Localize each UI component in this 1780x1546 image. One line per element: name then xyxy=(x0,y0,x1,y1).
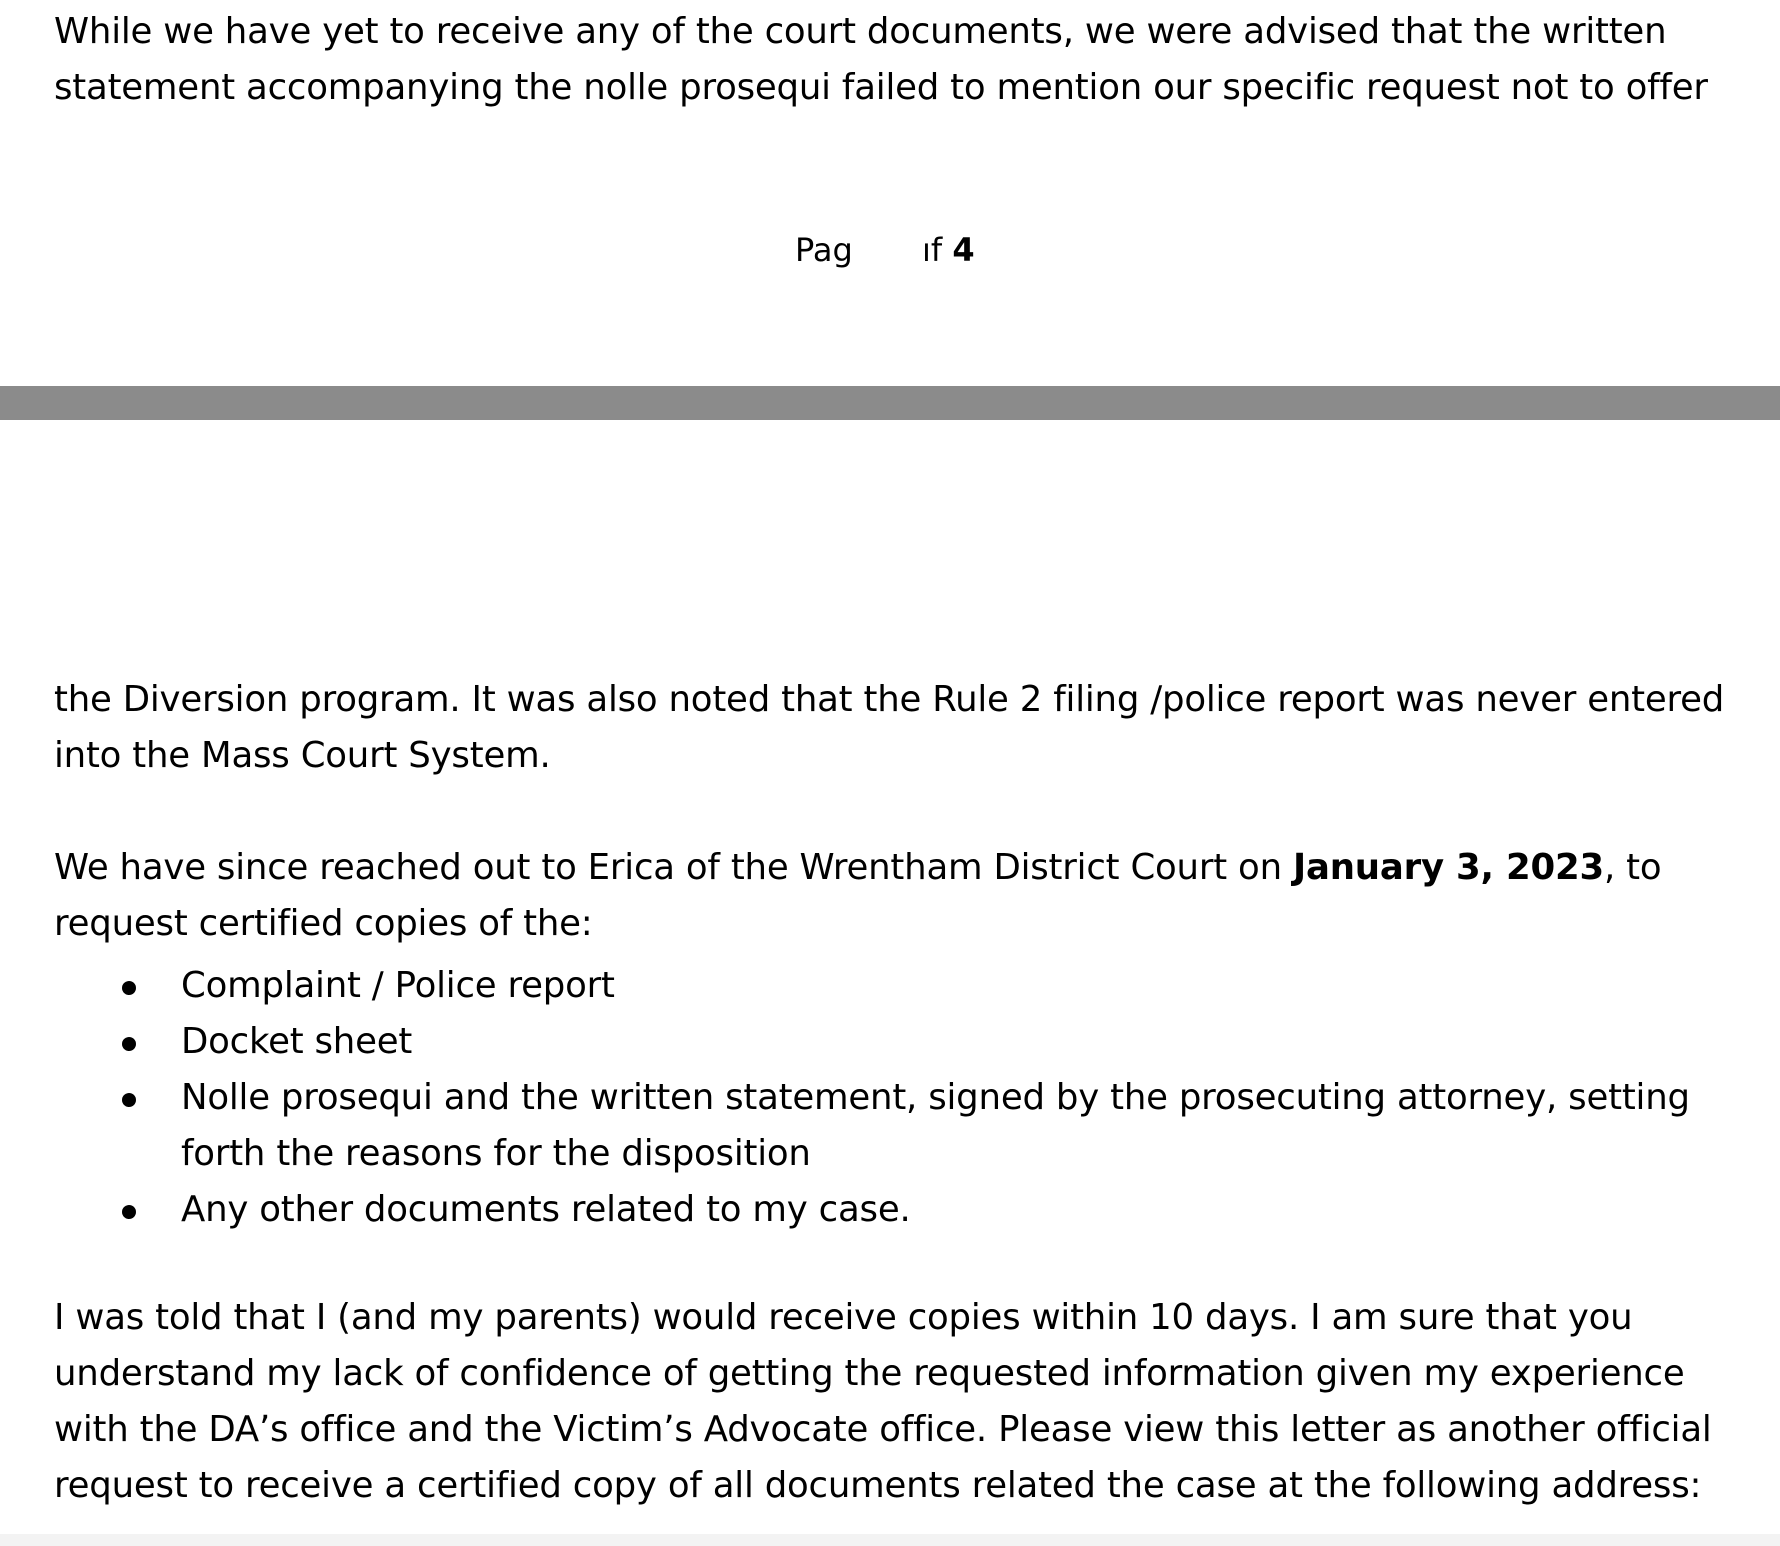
list-item-text-continued: forth the reasons for the disposition xyxy=(181,1133,811,1174)
requested-documents-list xyxy=(0,958,1780,1238)
text-run: We have since reached out to Erica of the Wrentham District Court on xyxy=(54,847,1293,888)
body-text-line: into the Mass Court System. xyxy=(54,735,551,776)
list-item-text: Complaint / Police report xyxy=(181,965,615,1006)
body-text-line: understand my lack of confidence of getting the requested information given my experience xyxy=(54,1353,1685,1394)
body-text-line: request to receive a certified copy of all documents related the case at the following address: xyxy=(54,1465,1702,1506)
bullet-icon xyxy=(122,1205,136,1219)
page-separator xyxy=(0,386,1780,420)
list-item xyxy=(0,1182,1780,1238)
bullet-icon xyxy=(122,1093,136,1107)
text-run: , to xyxy=(1604,847,1662,888)
page-of-text: ıf xyxy=(922,231,953,269)
page-footer xyxy=(0,222,1780,278)
page-count xyxy=(922,222,975,278)
body-text-line: request certified copies of the: xyxy=(54,903,593,944)
bullet-icon xyxy=(122,1037,136,1051)
document-page-top xyxy=(0,0,1780,386)
request-date: January 3, 2023 xyxy=(1292,847,1604,888)
body-text-line: While we have yet to receive any of the court documents, we were advised that the written xyxy=(54,11,1667,52)
page-number-label: Pag xyxy=(795,231,853,269)
body-text-line: I was told that I (and my parents) would receive copies within 10 days. I am sure that you xyxy=(54,1297,1633,1338)
list-item-text: Any other documents related to my case. xyxy=(181,1189,911,1230)
scroll-edge xyxy=(0,1534,1780,1546)
body-text-line: statement accompanying the nolle prosequi failed to mention our specific request not to offer xyxy=(54,67,1708,108)
list-item xyxy=(0,958,1780,1014)
list-item-text: Nolle prosequi and the written statement, signed by the prosecuting attorney, setting xyxy=(181,1077,1690,1118)
list-item xyxy=(0,1014,1780,1070)
body-text-line: the Diversion program. It was also noted that the Rule 2 filing /police report was never entered xyxy=(54,679,1725,720)
page-total: 4 xyxy=(952,231,975,269)
list-item-text: Docket sheet xyxy=(181,1021,413,1062)
body-text-line: with the DA’s office and the Victim’s Advocate office. Please view this letter as another official xyxy=(54,1409,1712,1450)
list-item xyxy=(0,1070,1780,1182)
bullet-icon xyxy=(122,981,136,995)
body-text-line xyxy=(54,840,1734,896)
